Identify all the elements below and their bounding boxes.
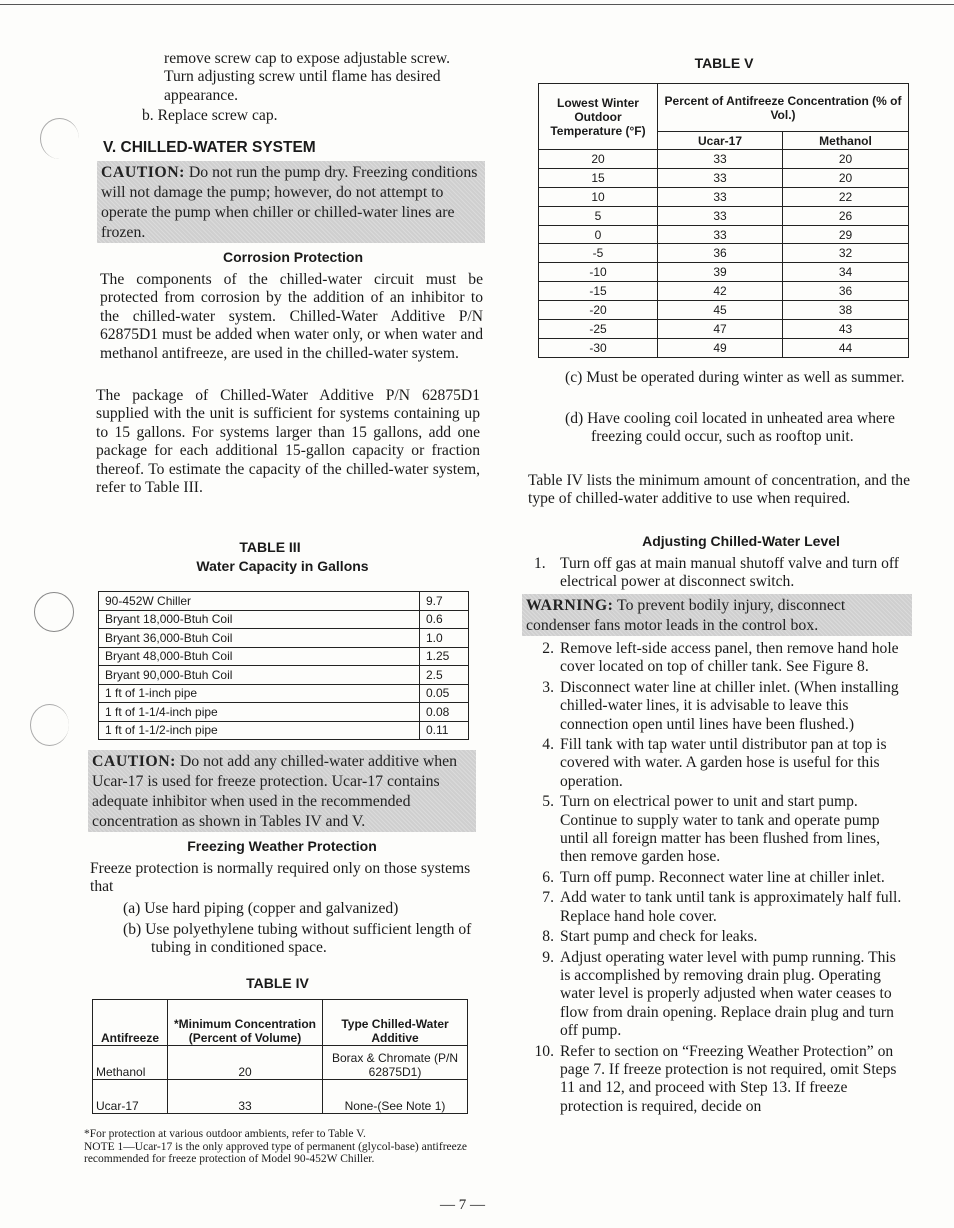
- adjust-heading: Adjusting Chilled-Water Level: [642, 533, 840, 549]
- table4-body: [93, 1046, 468, 1114]
- table5-temp-cell: -20: [539, 301, 658, 320]
- table4-note: Table IV lists the minimum amount of concentration, and the type of chilled-water additive to use when required.: [528, 472, 910, 508]
- table-row: [539, 168, 909, 187]
- table5-temp-cell: 20: [539, 150, 658, 169]
- table4-title: TABLE IV: [246, 975, 309, 991]
- table5-methanol-cell: 43: [783, 320, 909, 339]
- step-item: [530, 679, 908, 734]
- corrosion-paragraph-1: The components of the chilled-water circuit must be protected from corrosion by the addition of an inhibitor to the chilled-water system. Chilled-Water Additive P/N 62875D1 must be added when water only, or when water and methanol antifreeze, are used in the chilled-water system.: [100, 271, 483, 362]
- step-number: 1.: [534, 555, 546, 572]
- section-heading: V. CHILLED-WATER SYSTEM: [103, 139, 316, 156]
- table-v: [538, 83, 909, 358]
- table-row: [539, 263, 909, 282]
- table5-methanol-cell: 44: [783, 338, 909, 357]
- freezing-heading: Freezing Weather Protection: [187, 838, 377, 854]
- table5-temp-cell: -15: [539, 282, 658, 301]
- item-c-text: (c) Must be operated during winter as well as summer.: [565, 369, 905, 386]
- step-text: Refer to section on “Freezing Weather Protection” on page 7. If freeze protection is not required, omit Steps 11 and 12, and proceed with Step 13. If freeze protection is required, decide on: [560, 1042, 897, 1115]
- corrosion-heading: Corrosion Protection: [222, 249, 363, 265]
- table-row: [539, 320, 909, 339]
- table3-value-cell: 1.0: [420, 629, 469, 648]
- footnote: NOTE 1—Ucar-17 is the only approved type of permanent (glycol-base) antifreeze recommended for freeze protection of Model 90-452W Chiller.: [84, 1140, 467, 1165]
- table-row: [539, 187, 909, 206]
- table5-header-methanol: Methanol: [783, 132, 909, 150]
- step-item: [530, 949, 908, 1041]
- table-row: [93, 1046, 468, 1080]
- step-item: [530, 889, 908, 926]
- table-row: [99, 684, 469, 703]
- table5-ucar-cell: 42: [658, 282, 783, 301]
- table5-ucar-cell: 47: [658, 320, 783, 339]
- table3-value-cell: 0.08: [420, 703, 469, 722]
- step-item: [530, 1043, 908, 1117]
- freezing-item-a: (a) Use hard piping (copper and galvanized): [123, 900, 399, 917]
- step-text: Turn off gas at main manual shutoff valve and turn off electrical power at disconnect switch.: [560, 555, 899, 591]
- table-row: [93, 1080, 468, 1114]
- table5-methanol-cell: 34: [783, 263, 909, 282]
- table-row: [99, 666, 469, 685]
- table5-temp-cell: 5: [539, 206, 658, 225]
- step-item: [530, 736, 908, 791]
- freezing-item-b: [123, 921, 473, 958]
- table-row: [539, 244, 909, 263]
- table5-ucar-cell: 36: [658, 244, 783, 263]
- table5-temp-cell: -10: [539, 263, 658, 282]
- table-row: [99, 592, 469, 611]
- intro-line: appearance.: [164, 86, 239, 104]
- steps-list: [530, 640, 908, 1118]
- table4-additive-cell: Borax & Chromate (P/N 62875D1): [323, 1046, 468, 1080]
- table5-methanol-cell: 22: [783, 187, 909, 206]
- table-row: [99, 703, 469, 722]
- table5-temp-cell: -25: [539, 320, 658, 339]
- step-text: Turn on electrical power to unit and start pump. Continue to supply water to tank and operate pump until all foreign matter has been flushed from lines, then remove garden hose.: [560, 793, 881, 866]
- caution-label: CAUTION:: [92, 753, 176, 770]
- table3-title: TABLE III: [239, 539, 301, 555]
- step-1: [534, 555, 910, 592]
- warning-label: WARNING:: [526, 597, 614, 614]
- footnote: *For protection at various outdoor ambients, refer to Table V.: [84, 1128, 366, 1140]
- table3-item-cell: 1 ft of 1-inch pipe: [99, 684, 420, 703]
- table5-temp-cell: -30: [539, 338, 658, 357]
- table3-body: [99, 592, 469, 740]
- table5-ucar-cell: 33: [658, 187, 783, 206]
- table5-methanol-cell: 38: [783, 301, 909, 320]
- table3-item-cell: 1 ft of 1-1/4-inch pipe: [99, 703, 420, 722]
- table3-value-cell: 9.7: [420, 592, 469, 611]
- step-number: 9.: [542, 948, 554, 966]
- table4-header-concentration: *Minimum Concentration (Percent of Volume): [168, 1000, 323, 1046]
- table-row: [99, 610, 469, 629]
- left-intro: [164, 50, 494, 105]
- warning-text: To prevent bodily injury, disconnect condenser fans motor leads in the control box.: [526, 597, 846, 634]
- item-b: b. Replace screw cap.: [142, 107, 278, 124]
- table-row: [539, 301, 909, 320]
- table5-methanol-cell: 20: [783, 168, 909, 187]
- table5-title: TABLE V: [694, 55, 754, 71]
- table-row: [539, 150, 909, 169]
- table3-item-cell: Bryant 90,000-Btuh Coil: [99, 666, 420, 685]
- table5-ucar-cell: 33: [658, 150, 783, 169]
- table5-temp-cell: 15: [539, 168, 658, 187]
- table-iv: [92, 999, 468, 1114]
- table4-additive-cell: None-(See Note 1): [323, 1080, 468, 1114]
- step-number: 4.: [542, 736, 554, 754]
- table4-header-antifreeze: Antifreeze: [93, 1000, 168, 1046]
- top-rule: [0, 4, 954, 5]
- table-row: [539, 282, 909, 301]
- footnotes: [84, 1128, 470, 1166]
- table5-ucar-cell: 49: [658, 338, 783, 357]
- step-text: Add water to tank until tank is approximately half full. Replace hand hole cover.: [560, 889, 902, 925]
- table3-value-cell: 0.11: [420, 721, 469, 740]
- step-item: [530, 928, 908, 946]
- freezing-item-b-text: (b) Use polyethylene tubing without sufficient length of tubing in conditioned space.: [123, 921, 472, 957]
- step-number: 5.: [542, 793, 554, 811]
- table4-antifreeze-cell: Ucar-17: [93, 1080, 168, 1114]
- table-row: [99, 721, 469, 740]
- caution-box-pump: [97, 161, 485, 243]
- caution-text: Do not run the pump dry. Freezing conditions will not damage the pump; however, do not attempt to operate the pump when chiller or chilled-water lines are frozen.: [101, 164, 478, 241]
- warning-box: [522, 594, 912, 636]
- step-text: Turn off pump. Reconnect water line at chiller inlet.: [560, 868, 885, 886]
- table4-header-additive: Type Chilled-Water Additive: [323, 1000, 468, 1046]
- table3-item-cell: Bryant 36,000-Btuh Coil: [99, 629, 420, 648]
- table5-temp-cell: 0: [539, 225, 658, 244]
- freezing-paragraph: Freeze protection is normally required only on those systems that: [90, 860, 471, 896]
- item-d-text: (d) Have cooling coil located in unheated area where freezing could occur, such as rooftop unit.: [565, 410, 895, 446]
- step-text: Disconnect water line at chiller inlet. (When installing chilled-water lines, it is advisable to leave this connection open until lines have been flushed.): [560, 678, 899, 733]
- table4-antifreeze-cell: Methanol: [93, 1046, 168, 1080]
- table5-header-percent: Percent of Antifreeze Concentration (% of Vol.): [658, 84, 909, 132]
- table3-value-cell: 0.6: [420, 610, 469, 629]
- table3-value-cell: 2.5: [420, 666, 469, 685]
- intro-line: Turn adjusting screw until flame has desired: [164, 68, 441, 86]
- table3-subtitle: Water Capacity in Gallons: [196, 558, 369, 574]
- binder-hole-top: [40, 118, 79, 159]
- corrosion-paragraph-2: The package of Chilled-Water Additive P/N 62875D1 supplied with the unit is sufficient for systems containing up to 15 gallons. For systems larger than 15 gallons, add one package for each additional 15-gallon capacity or fraction thereof. To estimate the capacity of the chilled-water system, refer to Table III.: [96, 387, 480, 497]
- step-item: [530, 869, 908, 887]
- table5-temp-cell: -5: [539, 244, 658, 263]
- step-text: Start pump and check for leaks.: [560, 928, 758, 946]
- table-row: [99, 647, 469, 666]
- binder-hole-bottom: [30, 704, 69, 746]
- caution-box-additive: [88, 750, 476, 832]
- step-number: 8.: [542, 928, 554, 946]
- table3-item-cell: Bryant 48,000-Btuh Coil: [99, 647, 420, 666]
- step-text: Fill tank with tap water until distributor pan at top is covered with water. A garden hose is useful for this operation.: [560, 736, 887, 790]
- table-row: [99, 629, 469, 648]
- table5-methanol-cell: 20: [783, 150, 909, 169]
- step-number: 6.: [542, 868, 554, 886]
- table5-ucar-cell: 39: [658, 263, 783, 282]
- table5-methanol-cell: 29: [783, 225, 909, 244]
- table3-item-cell: 1 ft of 1-1/2-inch pipe: [99, 721, 420, 740]
- table3-item-cell: 90-452W Chiller: [99, 592, 420, 611]
- step-item: [530, 640, 908, 677]
- item-d: [565, 410, 911, 447]
- step-number: 10.: [534, 1042, 554, 1060]
- table5-header-ucar: Ucar-17: [658, 132, 783, 150]
- step-text: Remove left-side access panel, then remove hand hole cover located on top of chiller tank. See Figure 8.: [560, 640, 899, 676]
- binder-hole-middle: [34, 592, 74, 632]
- table-row: [539, 225, 909, 244]
- table5-methanol-cell: 26: [783, 206, 909, 225]
- step-item: [530, 793, 908, 867]
- table-row: [539, 338, 909, 357]
- table5-temp-cell: 10: [539, 187, 658, 206]
- table-row: [539, 206, 909, 225]
- table4-concentration-cell: 33: [168, 1080, 323, 1114]
- table5-methanol-cell: 36: [783, 282, 909, 301]
- page-number: — 7 —: [440, 1197, 485, 1213]
- step-text: Adjust operating water level with pump running. This is accomplished by removing drain plug. Operating water level is properly adjusted when water ceases to flow from drain opening. Replace drain plug and turn off pump.: [560, 948, 896, 1040]
- table5-body: [539, 150, 909, 358]
- caution-text: Do not add any chilled-water additive when Ucar-17 is used for freeze protection. Ucar-17 contains adequate inhibitor when used in the recommended concentration as shown in Tables IV and V.: [92, 753, 458, 830]
- table4-concentration-cell: 20: [168, 1046, 323, 1080]
- table5-ucar-cell: 33: [658, 206, 783, 225]
- intro-line: remove screw cap to expose adjustable screw.: [164, 50, 451, 67]
- table5-methanol-cell: 32: [783, 244, 909, 263]
- step-number: 2.: [542, 640, 554, 657]
- item-c: [565, 369, 911, 387]
- table3-item-cell: Bryant 18,000-Btuh Coil: [99, 610, 420, 629]
- step-number: 7.: [542, 889, 554, 907]
- table-iii: [98, 591, 469, 740]
- table5-header-temp: Lowest Winter Outdoor Temperature (°F): [539, 84, 658, 150]
- caution-label: CAUTION:: [101, 164, 185, 181]
- table5-ucar-cell: 45: [658, 301, 783, 320]
- table3-value-cell: 1.25: [420, 647, 469, 666]
- table3-value-cell: 0.05: [420, 684, 469, 703]
- table5-ucar-cell: 33: [658, 225, 783, 244]
- step-number: 3.: [542, 678, 554, 696]
- table5-ucar-cell: 33: [658, 168, 783, 187]
